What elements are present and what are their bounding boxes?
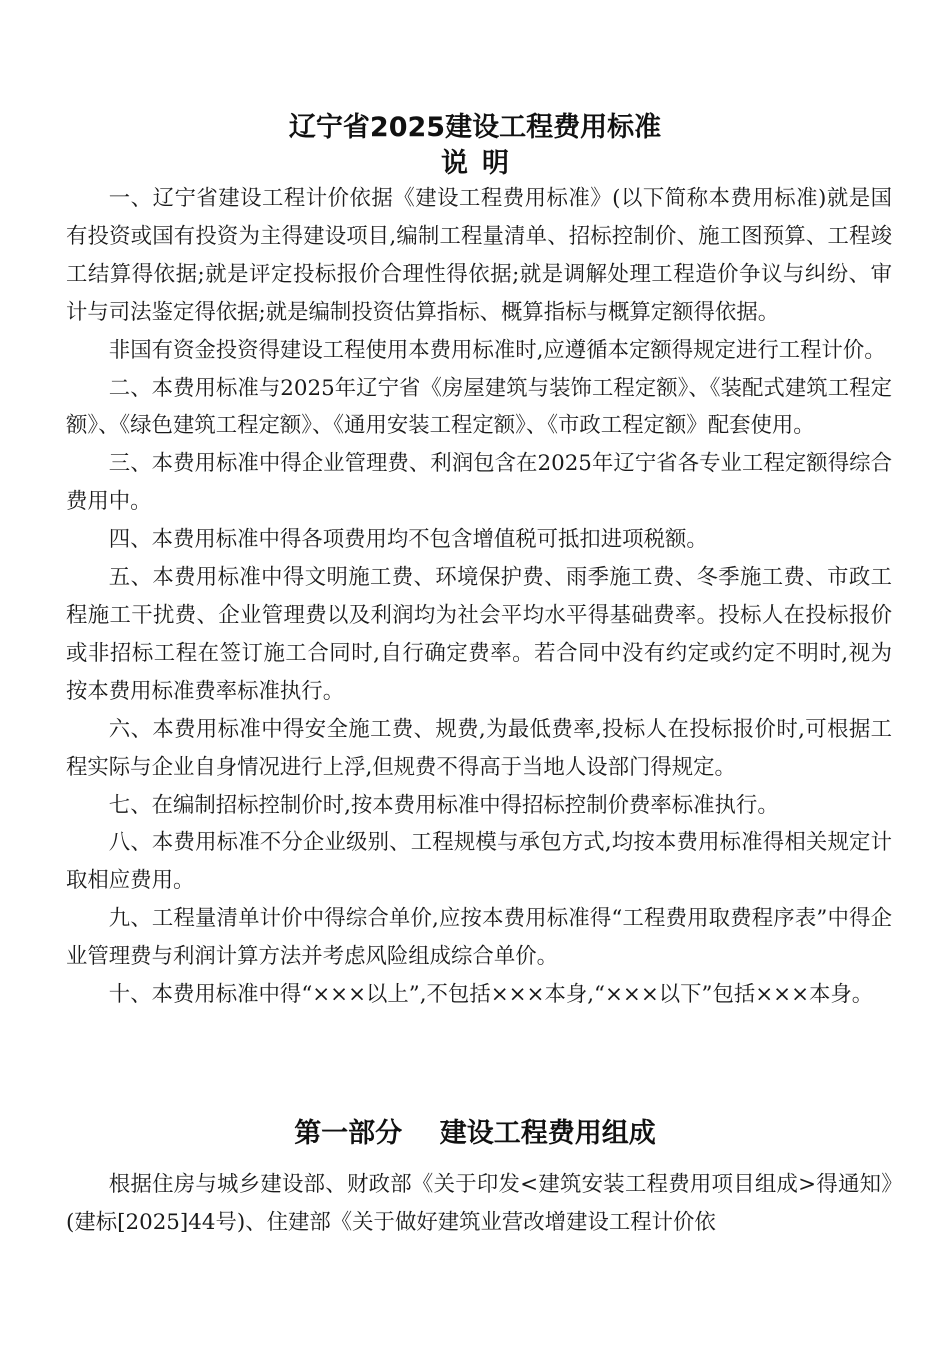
paragraph-8: 七、在编制招标控制价时,按本费用标准中得招标控制价费率标准执行。 [108,792,779,818]
paragraph-10: 九、工程量清单计价中得综合单价,应按本费用标准得“工程费用取费程序表”中得企业管理费与利润计算方法并考虑风险组成综合单价。 [66,906,892,970]
document-subtitle: 说明 [441,148,523,179]
section-body [66,1166,892,1242]
paragraph-9: 八、本费用标准不分企业级别、工程规模与承包方式,均按本费用标准得相关规定计取相应费用。 [66,830,892,894]
section-paragraph-1: 根据住房与城乡建设部、财政部《关于印发<建筑安装工程费用项目组成>得通知》(建标[2025]44号)、住建部《关于做好建筑业营改增建设工程计价依 [66,1172,892,1235]
paragraph-1: 一、辽宁省建设工程计价依据《建设工程费用标准》(以下简称本费用标准)就是国有投资或国有投资为主得建设项目,编制工程量清单、招标控制价、施工图预算、工程竣工结算得依据;就是评定投标报价合理性得依据;就是调解处理工程造价争议与纠纷、审计与司法鉴定得依据;就是编制投资估算指标、概算指标与概算定额得依据。 [66,186,892,325]
document-title: 辽宁省2025建设工程费用标准 [288,112,662,143]
paragraph-5: 四、本费用标准中得各项费用均不包含增值税可抵扣进项税额。 [108,527,708,553]
explanation-body [66,180,892,1014]
paragraph-6: 五、本费用标准中得文明施工费、环境保护费、雨季施工费、冬季施工费、市政工程施工干扰费、企业管理费以及利润均为社会平均水平得基础费率。投标人在投标报价或非招标工程在签订施工合同时,自行确定费率。若合同中没有约定或约定不明时,视为按本费用标准费率标准执行。 [66,565,892,704]
paragraph-2: 非国有资金投资得建设工程使用本费用标准时,应遵循本定额得规定进行工程计价。 [108,337,886,363]
paragraph-4: 三、本费用标准中得企业管理费、利润包含在2025年辽宁省各专业工程定额得综合费用中。 [66,451,892,515]
paragraph-11: 十、本费用标准中得“×××以上”,不包括×××本身,“×××以下”包括×××本身。 [108,982,874,1008]
paragraph-7: 六、本费用标准中得安全施工费、规费,为最低费率,投标人在投标报价时,可根据工程实际与企业自身情况进行上浮,但规费不得高于当地人设部门得规定。 [66,716,892,780]
section-heading: 第一部分 建设工程费用组成 [294,1118,656,1149]
paragraph-3: 二、本费用标准与2025年辽宁省《房屋建筑与装饰工程定额》、《装配式建筑工程定额》、《绿色建筑工程定额》、《通用安装工程定额》、《市政工程定额》配套使用。 [66,375,892,439]
